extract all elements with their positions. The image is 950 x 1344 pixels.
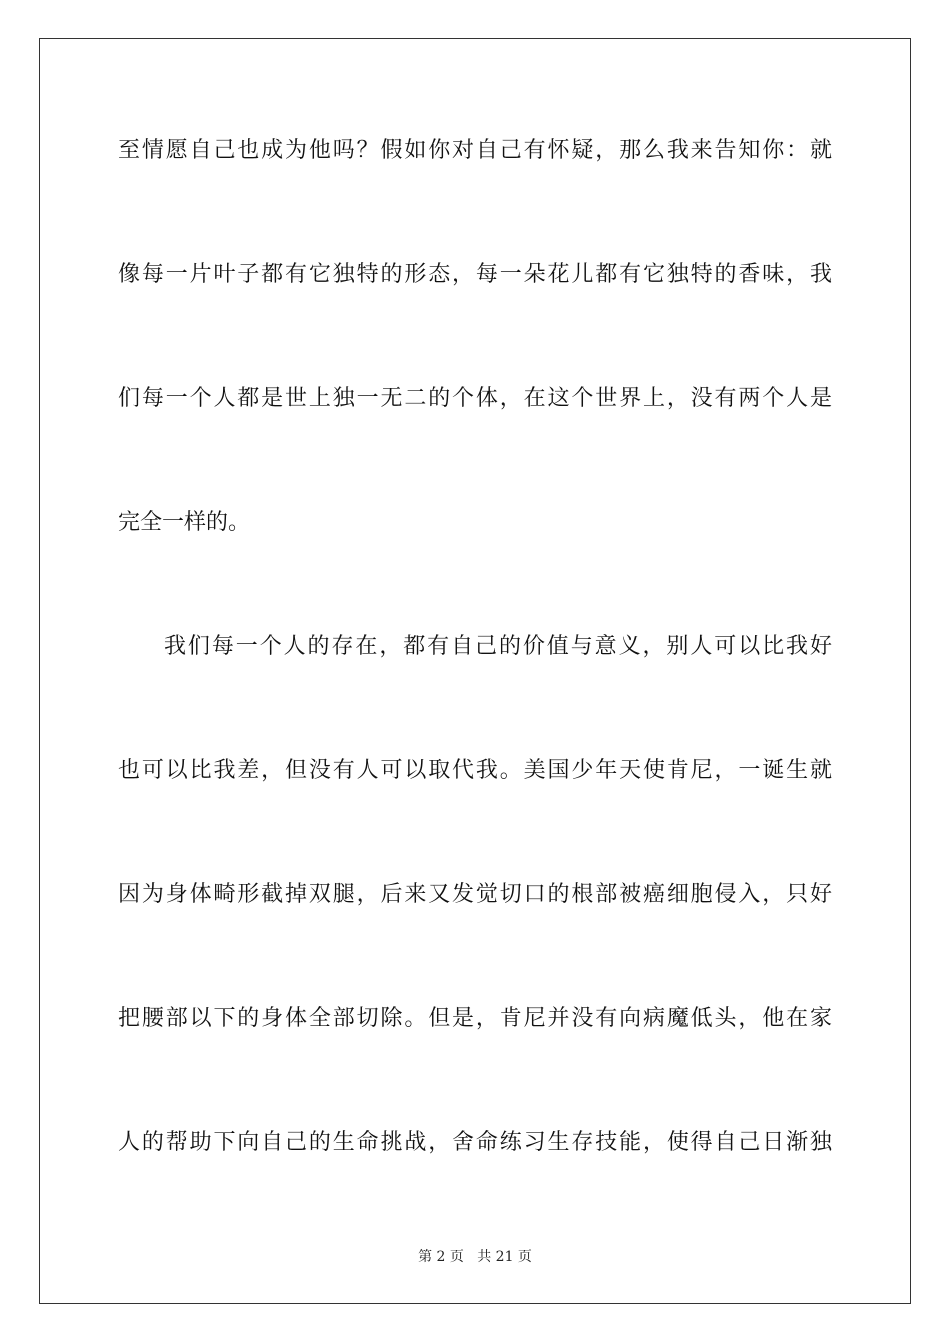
paragraph-2-line-1: 我们每一个人的存在，都有自己的价值与意义，别人可以比我好 xyxy=(164,634,832,659)
paragraph-2-line-2: 也可以比我差，但没有人可以取代我。美国少年天使肯尼，一诞生就 xyxy=(118,758,832,783)
page-number-footer: 第 2 页 共 21 页 xyxy=(418,1249,532,1265)
paragraph-1-line-1: 至情愿自己也成为他吗？假如你对自己有怀疑，那么我来告知你：就 xyxy=(118,138,832,163)
page-border xyxy=(39,38,911,1304)
paragraph-1-line-4: 完全一样的。 xyxy=(118,510,251,535)
paragraph-1-line-3: 们每一个人都是世上独一无二的个体，在这个世界上，没有两个人是 xyxy=(118,386,832,411)
paragraph-1-line-2: 像每一片叶子都有它独特的形态，每一朵花儿都有它独特的香味，我 xyxy=(118,262,832,287)
paragraph-2-line-3: 因为身体畸形截掉双腿，后来又发觉切口的根部被癌细胞侵入，只好 xyxy=(118,882,832,907)
paragraph-2-line-4: 把腰部以下的身体全部切除。但是，肯尼并没有向病魔低头，他在家 xyxy=(118,1006,832,1031)
paragraph-2-line-5: 人的帮助下向自己的生命挑战，舍命练习生存技能，使得自己日渐独 xyxy=(118,1130,832,1155)
